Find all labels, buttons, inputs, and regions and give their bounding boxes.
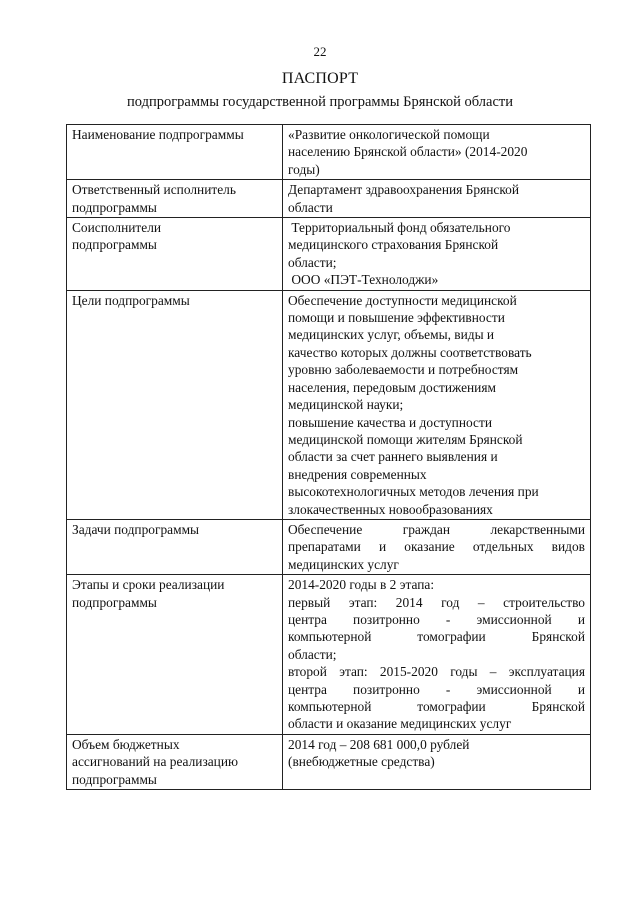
document-title: ПАСПОРТ xyxy=(281,70,359,87)
label-line: Объем бюджетных xyxy=(72,736,180,752)
table-row xyxy=(67,519,591,574)
value-line: Территориальный фонд обязательного xyxy=(288,220,511,236)
value-line: области; xyxy=(288,646,337,662)
value-line: области и оказание медицинских услуг xyxy=(288,716,512,732)
value-line: Обеспечение доступности медицинской xyxy=(288,292,517,308)
value-line: медицинской помощи жителям Брянской xyxy=(288,431,523,447)
row-label xyxy=(67,734,283,789)
row-label xyxy=(67,575,283,735)
value-line: препаратами и оказание отдельных видов xyxy=(288,539,585,555)
value-line: злокачественных новообразованиях xyxy=(288,501,493,517)
label-line: Этапы и сроки реализации xyxy=(72,577,225,593)
value-line: компьютерной томографии Брянской xyxy=(288,629,585,645)
row-value xyxy=(283,734,591,789)
row-value xyxy=(283,519,591,574)
table-row xyxy=(67,125,591,180)
value-line: населения, передовым достижениям xyxy=(288,379,496,395)
label-line: Соисполнители xyxy=(72,220,162,236)
value-line: центра позитронно - эмиссионной и xyxy=(288,681,585,697)
value-line: области; xyxy=(288,254,337,270)
label-line: Задачи подпрограммы xyxy=(72,521,200,537)
row-label xyxy=(67,125,283,180)
page-number: 22 xyxy=(313,44,327,59)
value-line: помощи и повышение эффективности xyxy=(288,310,505,326)
value-line: 2014 год – 208 681 000,0 рублей xyxy=(288,736,470,752)
label-line: Цели подпрограммы xyxy=(72,292,190,308)
value-line: первый этап: 2014 год – строительство xyxy=(288,594,585,610)
value-line: Обеспечение граждан лекарственными xyxy=(288,521,585,537)
value-line: населению Брянской области» (2014-2020 xyxy=(288,144,528,160)
value-line: «Развитие онкологической помощи xyxy=(288,127,490,142)
value-line: медицинских услуг, объемы, виды и xyxy=(288,327,495,343)
value-line: (внебюджетные средства) xyxy=(288,754,435,770)
value-line: области xyxy=(288,199,333,215)
label-line: Ответственный исполнитель xyxy=(72,182,236,198)
row-label xyxy=(67,180,283,218)
row-label xyxy=(67,290,283,519)
label-line: подпрограммы xyxy=(72,771,157,787)
value-line: области за счет раннего выявления и xyxy=(288,449,498,465)
value-line: Департамент здравоохранения Брянской xyxy=(288,182,520,198)
value-line: второй этап: 2015-2020 годы – эксплуатация xyxy=(288,664,585,680)
label-line: подпрограммы xyxy=(72,237,157,253)
value-line: медицинских услуг xyxy=(288,556,399,572)
value-line: годы) xyxy=(288,161,320,177)
value-line: качество которых должны соответствовать xyxy=(288,344,532,360)
value-line: уровню заболеваемости и потребностям xyxy=(288,362,519,378)
table-row xyxy=(67,734,591,789)
row-value xyxy=(283,180,591,218)
value-line: внедрения современных xyxy=(288,466,427,482)
value-line: повышение качества и доступности xyxy=(288,414,493,430)
table-row xyxy=(67,218,591,291)
row-value xyxy=(283,218,591,291)
row-value xyxy=(283,125,591,180)
value-line: центра позитронно - эмиссионной и xyxy=(288,611,585,627)
value-line: ООО «ПЭТ-Технолоджи» xyxy=(288,272,439,288)
row-value xyxy=(283,290,591,519)
value-line: медицинского страхования Брянской xyxy=(288,237,499,253)
row-label xyxy=(67,519,283,574)
value-line: медицинской науки; xyxy=(288,397,404,413)
row-label xyxy=(67,218,283,291)
label-line: ассигнований на реализацию xyxy=(72,754,239,770)
table-row xyxy=(67,575,591,735)
value-line: высокотехнологичных методов лечения при xyxy=(288,484,539,500)
table-row xyxy=(67,180,591,218)
document-subtitle: подпрограммы государственной программы Брянской области xyxy=(126,94,513,110)
passport-table xyxy=(66,124,591,790)
label-line: подпрограммы xyxy=(72,594,157,610)
row-value xyxy=(283,575,591,735)
label-line: подпрограммы xyxy=(72,199,157,215)
table-row xyxy=(67,290,591,519)
value-line: 2014-2020 годы в 2 этапа: xyxy=(288,577,435,593)
value-line: компьютерной томографии Брянской xyxy=(288,699,585,714)
label-line: Наименование подпрограммы xyxy=(72,127,244,142)
